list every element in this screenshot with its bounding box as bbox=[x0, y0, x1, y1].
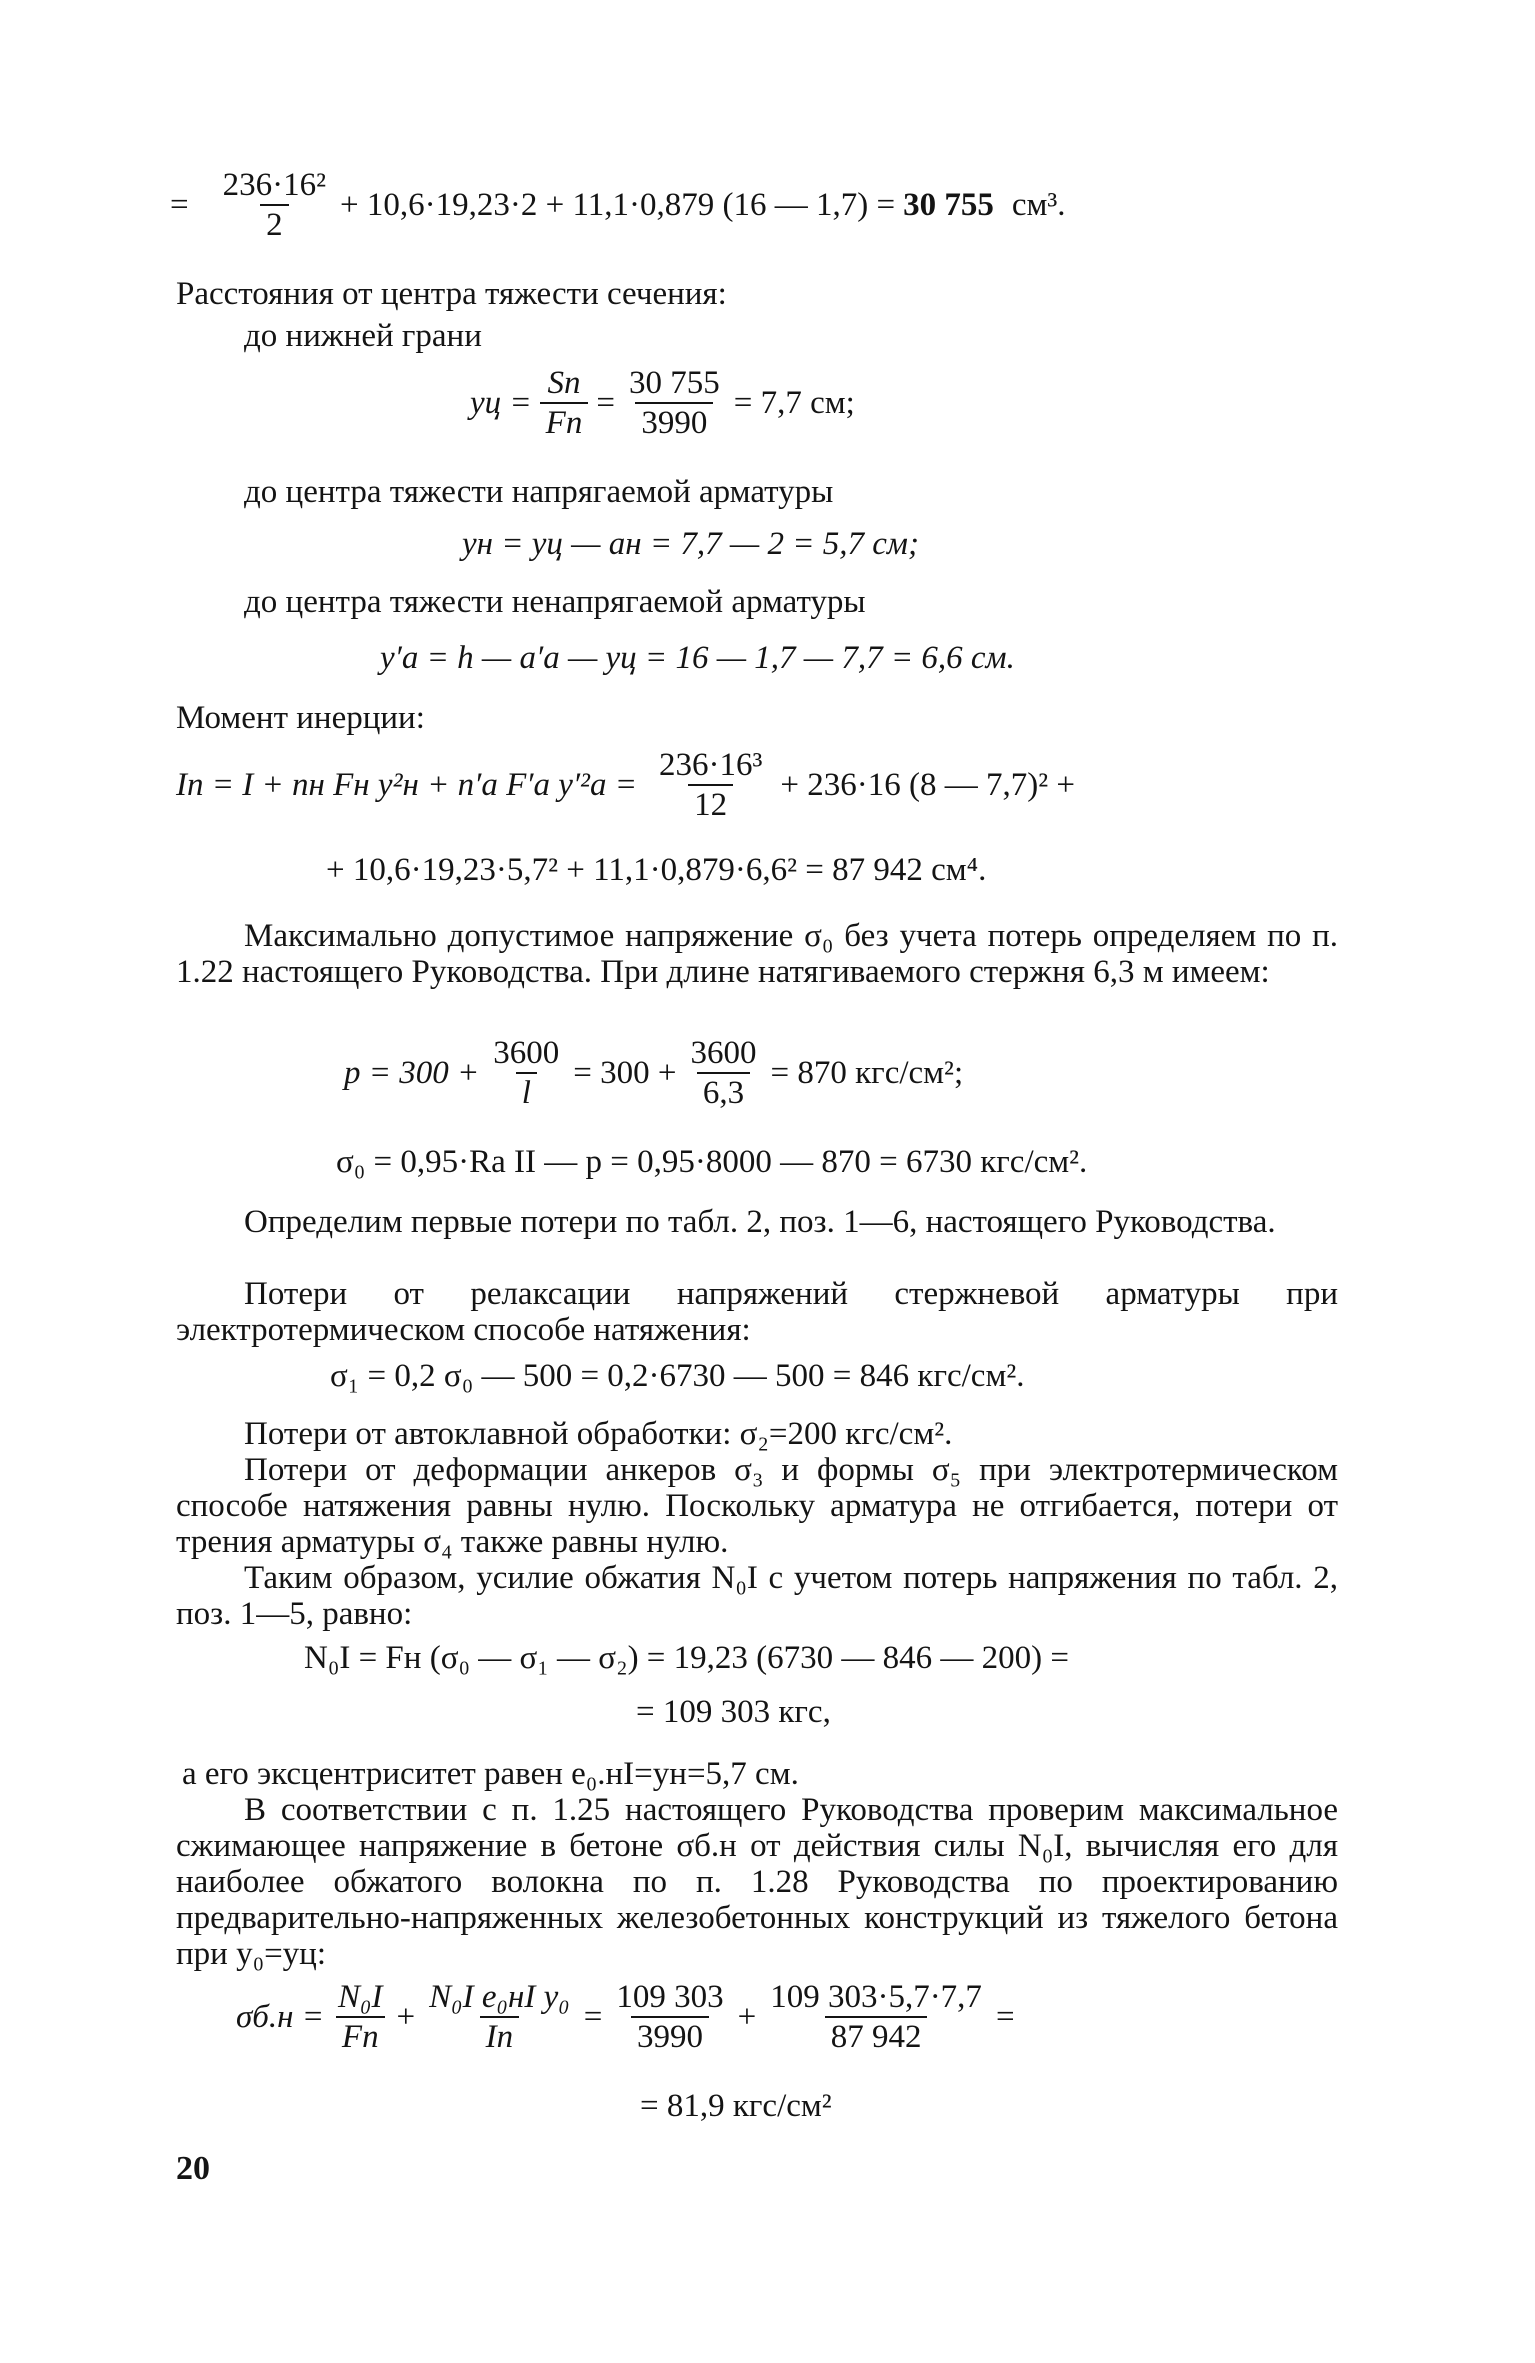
equation-lhs: p = 300 + bbox=[344, 1055, 480, 1091]
fraction bbox=[764, 1980, 988, 2054]
numerator: N₀I e₀нI y₀ bbox=[429, 1979, 570, 2015]
denominator: 3990 bbox=[635, 402, 713, 440]
equation-yn: yн = yц — aн = 7,7 — 2 = 5,7 см; bbox=[462, 526, 919, 562]
unit: см³. bbox=[1011, 187, 1066, 223]
numerator: 30 755 bbox=[628, 365, 720, 401]
equation-sigma0: σ₀ = 0,95·Ra II — p = 0,95·8000 — 870 = 6730 кгс/см². bbox=[336, 1144, 1088, 1180]
equation-result: 30 755 bbox=[903, 187, 994, 223]
denominator: 12 bbox=[688, 784, 733, 822]
equation-ip-continued: + 10,6·19,23·5,7² + 11,1·0,879·6,6² = 87 942 см⁴. bbox=[326, 852, 987, 888]
equation-n01-continued: = 109 303 кгс, bbox=[636, 1694, 831, 1730]
denominator: l bbox=[516, 1072, 537, 1110]
numerator: 3600 bbox=[690, 1035, 757, 1071]
denominator: 6,3 bbox=[697, 1072, 750, 1110]
denominator: Iп bbox=[480, 2016, 520, 2054]
equation-sigma-b bbox=[236, 1980, 1015, 2054]
paragraph-compression-force: Таким образом, усилие обжатия N₀I с учетом потерь напряжения по табл. 2, поз. 1—5, равно: bbox=[176, 1560, 1338, 1632]
paragraph-stress-check: В соответствии с п. 1.25 настоящего Руководства проверим максимальное сжимающее напряжение в бетоне σб.н от действия силы N₀I, вычисляя его для наиболее обжатого волокна по п. 1.28 Руководства по проектированию предварительно-напряженных железобетонных конструкций из тяжелого бетона при y₀=yц: bbox=[176, 1792, 1338, 1972]
paragraph-anchors: Потери от деформации анкеров σ₃ и формы σ₅ при электротермическом способе натяжения равны нулю. Поскольку арматура не отгибается, потери от трения арматуры σ₄ также равны нулю. bbox=[176, 1452, 1338, 1560]
equation-static-moment bbox=[170, 168, 1066, 242]
numerator: Sп bbox=[547, 365, 581, 401]
numerator: 236·16³ bbox=[658, 747, 763, 783]
fraction bbox=[623, 366, 726, 440]
paragraph-relaxation: Потери от релаксации напряжений стержневой арматуры при электротермическом способе натяжения: bbox=[176, 1276, 1338, 1348]
denominator: Fп bbox=[540, 402, 589, 440]
equation-sigma-b-result: = 81,9 кгс/см² bbox=[640, 2088, 832, 2124]
plus-sign: + bbox=[737, 1999, 757, 2035]
equation-terms: + 10,6·19,23·2 + 11,1·0,879 (16 — 1,7) = bbox=[340, 187, 896, 223]
equals-sign: = bbox=[596, 385, 615, 421]
paragraph-autoclave: Потери от автоклавной обработки: σ₂=200 кгс/см². bbox=[244, 1416, 953, 1452]
numerator: 236·16² bbox=[222, 167, 327, 203]
text-distances: Расстояния от центра тяжести сечения: bbox=[176, 276, 727, 312]
equation-ip bbox=[176, 748, 1075, 822]
paragraph-first-losses: Определим первые потери по табл. 2, поз. 1—6, настоящего Руководства. bbox=[244, 1204, 1276, 1240]
fraction bbox=[423, 1980, 576, 2054]
text-to-nonprestressed: до центра тяжести ненапрягаемой арматуры bbox=[244, 584, 866, 620]
fraction bbox=[685, 1036, 763, 1110]
equation-lhs: Iп = I + nн Fн y²н + n′a F′a y′²a = bbox=[176, 767, 637, 803]
denominator: 2 bbox=[260, 204, 289, 242]
numerator: 3600 bbox=[493, 1035, 560, 1071]
equals-sign: = bbox=[995, 1999, 1015, 2035]
numerator: 109 303·5,7·7,7 bbox=[770, 1979, 982, 2015]
fraction bbox=[217, 168, 332, 242]
paragraph-sigma0: Максимально допустимое напряжение σ₀ без учета потерь определяем по п. 1.22 настоящего Руководства. При длине натягиваемого стержня 6,3 м имеем: bbox=[176, 918, 1338, 990]
fraction bbox=[540, 366, 589, 440]
equation-lhs: σб.н = bbox=[236, 1999, 325, 2035]
equation-terms: + 236·16 (8 — 7,7)² + bbox=[780, 767, 1075, 803]
equals-sign: = bbox=[170, 187, 189, 223]
fraction bbox=[332, 1980, 388, 2054]
equals-sign: = bbox=[583, 1999, 603, 2035]
text-to-prestressed: до центра тяжести напрягаемой арматуры bbox=[244, 474, 834, 510]
text-to-bottom-face: до нижней грани bbox=[244, 318, 482, 354]
numerator: N₀I bbox=[338, 1979, 383, 2015]
equation-n01: N₀I = Fн (σ₀ — σ₁ — σ₂) = 19,23 (6730 — 846 — 200) = bbox=[304, 1640, 1070, 1676]
denominator: Fп bbox=[336, 2016, 385, 2054]
fraction bbox=[610, 1980, 729, 2054]
text-eccentricity: а его эксцентриситет равен e₀.нI=yн=5,7 см. bbox=[182, 1756, 799, 1792]
equation-result: = 870 кгс/см²; bbox=[770, 1055, 964, 1091]
equation-sigma1: σ₁ = 0,2 σ₀ — 500 = 0,2·6730 — 500 = 846 кгс/см². bbox=[330, 1358, 1025, 1394]
equation-yc bbox=[470, 366, 855, 440]
denominator: 3990 bbox=[631, 2016, 709, 2054]
numerator: 109 303 bbox=[616, 1979, 724, 2015]
fraction bbox=[487, 1036, 565, 1110]
equation-p bbox=[344, 1036, 963, 1110]
fraction bbox=[653, 748, 768, 822]
text-moment-of-inertia: Момент инерции: bbox=[176, 700, 425, 736]
equation-lhs: yц = bbox=[470, 385, 532, 421]
page-number: 20 bbox=[176, 2150, 210, 2187]
equation-ya: y′a = h — a′a — yц = 16 — 1,7 — 7,7 = 6,6 см. bbox=[380, 640, 1015, 676]
denominator: 87 942 bbox=[825, 2016, 928, 2054]
equation-terms: = 300 + bbox=[573, 1055, 677, 1091]
plus-sign: + bbox=[396, 1999, 416, 2035]
equation-result: = 7,7 см; bbox=[733, 385, 855, 421]
